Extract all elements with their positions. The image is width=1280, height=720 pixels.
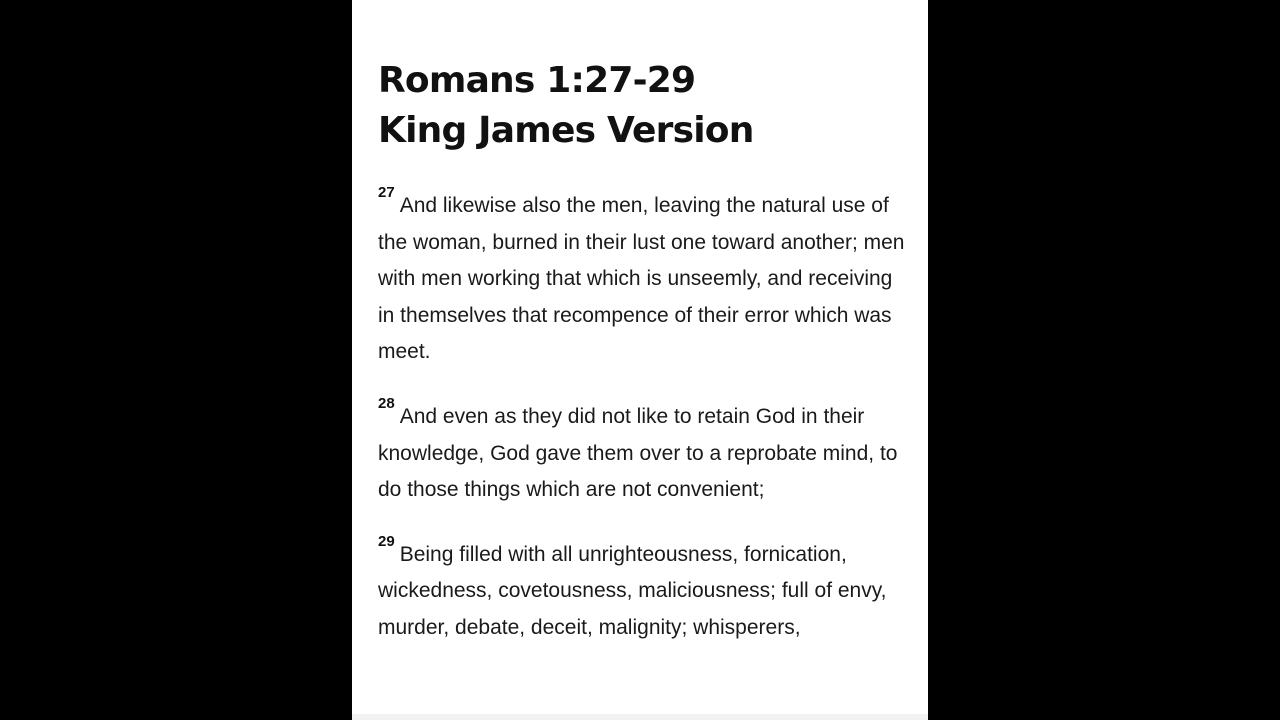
verse-text: Being filled with all unrighteousness, fornication, wickedness, covetousness, maliciousness; full of envy, murder, debate, deceit, malignity; whisperers, bbox=[378, 542, 887, 639]
bible-page bbox=[352, 0, 928, 720]
passage-title bbox=[378, 56, 908, 156]
verse-number: 28 bbox=[378, 394, 395, 412]
verse-number: 27 bbox=[378, 184, 395, 201]
verse-text: And even as they did not like to retain God in their knowledge, God gave them over to a reprobate mind, to do those things which are not convenient; bbox=[378, 404, 898, 502]
page-bottom-edge bbox=[352, 714, 928, 720]
passage-reference: Romans 1:27-29 bbox=[378, 60, 696, 101]
passage-content bbox=[378, 56, 908, 647]
verse-28 bbox=[378, 393, 908, 509]
verse-text: And likewise also the men, leaving the natural use of the woman, burned in their lust one toward another; men with men working that which is unseemly, and receiving in themselves that recompence of their error which was meet. bbox=[378, 194, 905, 364]
verse-number: 29 bbox=[378, 532, 395, 550]
bible-version: King James Version bbox=[378, 110, 754, 151]
verse-27 bbox=[378, 182, 908, 371]
verse-29 bbox=[378, 531, 908, 647]
